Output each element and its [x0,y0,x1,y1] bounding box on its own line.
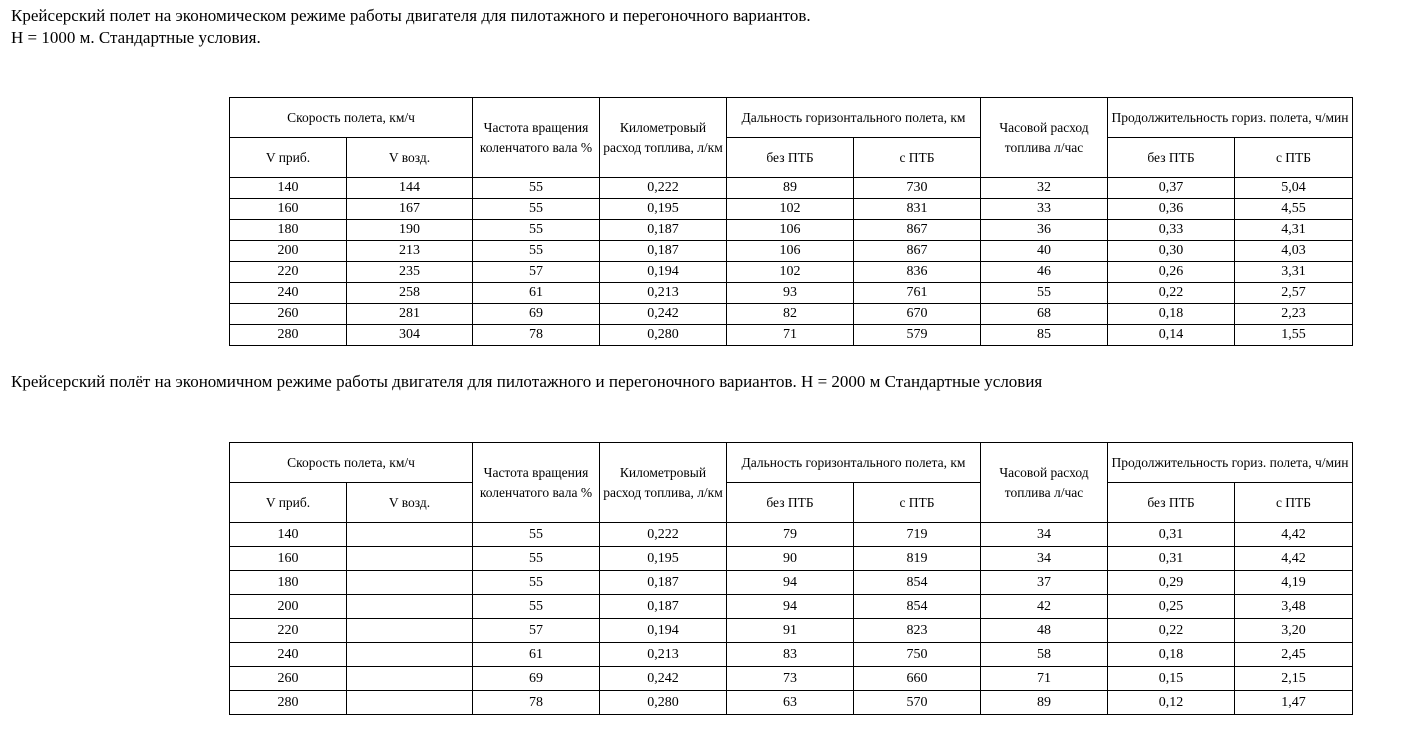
cell-range-no-tank: 63 [727,691,854,715]
header-range-tank: с ПТБ [854,483,981,523]
cell-range-no-tank: 106 [727,220,854,241]
cell-range-no-tank: 82 [727,304,854,325]
cell-endurance-tank: 5,04 [1235,178,1353,199]
cell-endurance-tank: 2,23 [1235,304,1353,325]
cell-endurance-no-tank: 0,18 [1108,643,1235,667]
cell-hourly-fuel: 46 [981,262,1108,283]
cell-endurance-tank: 2,45 [1235,643,1353,667]
cell-v-air: 190 [347,220,473,241]
cell-range-no-tank: 94 [727,571,854,595]
cell-rpm: 55 [473,220,600,241]
header-rpm: Частота вращения коленчатого вала % [473,98,600,178]
table-1-body [230,178,1353,346]
cell-hourly-fuel: 37 [981,571,1108,595]
cell-endurance-tank: 4,03 [1235,241,1353,262]
section-2-heading [11,371,1042,393]
cell-v-air [347,643,473,667]
cell-endurance-tank: 4,42 [1235,547,1353,571]
cell-endurance-tank: 4,19 [1235,571,1353,595]
section-1-title-line-1: Крейсерский полет на экономическом режиме работы двигателя для пилотажного и перегоночного вариантов. [11,6,811,25]
cell-endurance-no-tank: 0,30 [1108,241,1235,262]
header-km-fuel: Километровый расход топлива, л/км [600,443,727,523]
header-range: Дальность горизонтального полета, км [727,443,981,483]
table-row [230,643,1353,667]
cell-range-tank: 867 [854,241,981,262]
cell-v-air: 167 [347,199,473,220]
cell-hourly-fuel: 58 [981,643,1108,667]
cell-endurance-tank: 3,31 [1235,262,1353,283]
cell-range-no-tank: 102 [727,199,854,220]
cell-range-tank: 670 [854,304,981,325]
cell-km-fuel: 0,195 [600,199,727,220]
cell-endurance-no-tank: 0,31 [1108,523,1235,547]
table-row [230,571,1353,595]
cell-v-indicated: 140 [230,178,347,199]
cell-range-tank: 867 [854,220,981,241]
cell-km-fuel: 0,213 [600,643,727,667]
cell-range-no-tank: 90 [727,547,854,571]
cell-v-indicated: 260 [230,667,347,691]
table-row [230,199,1353,220]
cell-rpm: 61 [473,283,600,304]
cell-v-air [347,547,473,571]
cell-km-fuel: 0,222 [600,523,727,547]
cell-endurance-tank: 4,55 [1235,199,1353,220]
cell-rpm: 69 [473,667,600,691]
cell-range-no-tank: 91 [727,619,854,643]
cell-hourly-fuel: 34 [981,547,1108,571]
cell-v-air [347,619,473,643]
cell-rpm: 55 [473,547,600,571]
cell-v-indicated: 280 [230,691,347,715]
header-v-indicated: V приб. [230,138,347,178]
cell-v-indicated: 240 [230,643,347,667]
cell-v-air: 258 [347,283,473,304]
cell-endurance-no-tank: 0,26 [1108,262,1235,283]
cell-v-indicated: 280 [230,325,347,346]
cell-range-tank: 854 [854,571,981,595]
cell-v-indicated: 180 [230,220,347,241]
cell-endurance-no-tank: 0,18 [1108,304,1235,325]
cell-range-tank: 836 [854,262,981,283]
section-1-heading [11,5,811,49]
cell-range-tank: 831 [854,199,981,220]
cell-range-tank: 730 [854,178,981,199]
cell-km-fuel: 0,187 [600,241,727,262]
header-endurance-no-tank: без ПТБ [1108,483,1235,523]
cell-range-tank: 761 [854,283,981,304]
header-hourly-fuel: Часовой расход топлива л/час [981,443,1108,523]
cell-v-air: 235 [347,262,473,283]
cell-rpm: 55 [473,241,600,262]
cell-hourly-fuel: 33 [981,199,1108,220]
header-rpm: Частота вращения коленчатого вала % [473,443,600,523]
header-speed: Скорость полета, км/ч [230,443,473,483]
table-row [230,262,1353,283]
table-row [230,667,1353,691]
cell-km-fuel: 0,187 [600,220,727,241]
header-hourly-fuel: Часовой расход топлива л/час [981,98,1108,178]
table-row [230,547,1353,571]
cell-v-air [347,691,473,715]
cell-rpm: 55 [473,595,600,619]
cell-hourly-fuel: 85 [981,325,1108,346]
cell-range-no-tank: 83 [727,643,854,667]
table-row [230,619,1353,643]
cell-rpm: 55 [473,199,600,220]
cell-v-indicated: 200 [230,595,347,619]
cell-v-air [347,571,473,595]
cell-range-no-tank: 102 [727,262,854,283]
header-v-indicated: V приб. [230,483,347,523]
cell-endurance-tank: 4,42 [1235,523,1353,547]
cell-range-tank: 823 [854,619,981,643]
cell-range-tank: 750 [854,643,981,667]
cell-endurance-tank: 2,15 [1235,667,1353,691]
cell-v-indicated: 260 [230,304,347,325]
header-endurance-tank: с ПТБ [1235,138,1353,178]
cell-range-tank: 854 [854,595,981,619]
table-row [230,304,1353,325]
cell-v-air [347,523,473,547]
section-1-title-line-2: Н = 1000 м. Стандартные условия. [11,28,261,47]
cell-km-fuel: 0,242 [600,667,727,691]
cell-km-fuel: 0,195 [600,547,727,571]
cell-v-air [347,667,473,691]
cell-hourly-fuel: 34 [981,523,1108,547]
table-row [230,241,1353,262]
cell-km-fuel: 0,242 [600,304,727,325]
cell-range-tank: 579 [854,325,981,346]
table-row [230,691,1353,715]
cell-v-air [347,595,473,619]
header-range-no-tank: без ПТБ [727,138,854,178]
cell-endurance-tank: 3,48 [1235,595,1353,619]
cell-km-fuel: 0,222 [600,178,727,199]
cell-endurance-no-tank: 0,31 [1108,547,1235,571]
cell-range-tank: 819 [854,547,981,571]
cell-hourly-fuel: 55 [981,283,1108,304]
header-endurance: Продолжительность гориз. полета, ч/мин [1108,98,1353,138]
cell-hourly-fuel: 40 [981,241,1108,262]
cell-range-no-tank: 73 [727,667,854,691]
cell-v-indicated: 160 [230,547,347,571]
cell-range-no-tank: 94 [727,595,854,619]
cell-km-fuel: 0,187 [600,571,727,595]
cell-endurance-tank: 3,20 [1235,619,1353,643]
cell-hourly-fuel: 71 [981,667,1108,691]
cell-endurance-tank: 4,31 [1235,220,1353,241]
header-endurance-tank: с ПТБ [1235,483,1353,523]
cell-hourly-fuel: 32 [981,178,1108,199]
cell-rpm: 78 [473,691,600,715]
cell-v-indicated: 200 [230,241,347,262]
cell-range-no-tank: 71 [727,325,854,346]
cell-endurance-no-tank: 0,14 [1108,325,1235,346]
cell-range-tank: 570 [854,691,981,715]
cell-v-indicated: 240 [230,283,347,304]
cell-endurance-no-tank: 0,37 [1108,178,1235,199]
cell-endurance-no-tank: 0,22 [1108,619,1235,643]
table-row [230,523,1353,547]
table-row [230,595,1353,619]
header-range-tank: с ПТБ [854,138,981,178]
cell-v-indicated: 220 [230,262,347,283]
cell-hourly-fuel: 48 [981,619,1108,643]
header-km-fuel: Километровый расход топлива, л/км [600,98,727,178]
cell-range-no-tank: 79 [727,523,854,547]
cell-endurance-no-tank: 0,25 [1108,595,1235,619]
cruise-table-1000m [229,97,1353,346]
header-endurance: Продолжительность гориз. полета, ч/мин [1108,443,1353,483]
cell-rpm: 55 [473,523,600,547]
header-speed: Скорость полета, км/ч [230,98,473,138]
cell-range-no-tank: 106 [727,241,854,262]
table-row [230,325,1353,346]
header-range-no-tank: без ПТБ [727,483,854,523]
cell-hourly-fuel: 68 [981,304,1108,325]
cell-endurance-no-tank: 0,36 [1108,199,1235,220]
cell-rpm: 78 [473,325,600,346]
cell-hourly-fuel: 36 [981,220,1108,241]
cell-rpm: 57 [473,262,600,283]
cell-v-air: 281 [347,304,473,325]
cell-endurance-tank: 2,57 [1235,283,1353,304]
cell-rpm: 55 [473,571,600,595]
table-row [230,178,1353,199]
cell-endurance-no-tank: 0,33 [1108,220,1235,241]
header-v-air: V возд. [347,138,473,178]
cell-km-fuel: 0,213 [600,283,727,304]
table-row [230,283,1353,304]
cell-rpm: 55 [473,178,600,199]
cell-range-no-tank: 93 [727,283,854,304]
cell-range-tank: 719 [854,523,981,547]
table-2-body [230,523,1353,715]
section-2-title: Крейсерский полёт на экономичном режиме работы двигателя для пилотажного и перегоночного вариантов. Н = 2000 м Стандартные условия [11,372,1043,391]
cell-hourly-fuel: 89 [981,691,1108,715]
cell-endurance-no-tank: 0,22 [1108,283,1235,304]
cell-rpm: 61 [473,643,600,667]
cell-km-fuel: 0,280 [600,691,727,715]
cell-range-tank: 660 [854,667,981,691]
header-v-air: V возд. [347,483,473,523]
header-range: Дальность горизонтального полета, км [727,98,981,138]
cell-range-no-tank: 89 [727,178,854,199]
cell-km-fuel: 0,187 [600,595,727,619]
cruise-table-2000m [229,442,1353,715]
cell-rpm: 69 [473,304,600,325]
cell-v-air: 144 [347,178,473,199]
cell-km-fuel: 0,194 [600,262,727,283]
cell-v-indicated: 180 [230,571,347,595]
cell-endurance-no-tank: 0,12 [1108,691,1235,715]
cell-v-air: 304 [347,325,473,346]
cell-v-air: 213 [347,241,473,262]
cell-km-fuel: 0,194 [600,619,727,643]
table-row [230,220,1353,241]
cell-v-indicated: 220 [230,619,347,643]
cell-endurance-tank: 1,47 [1235,691,1353,715]
cell-km-fuel: 0,280 [600,325,727,346]
cell-v-indicated: 160 [230,199,347,220]
header-endurance-no-tank: без ПТБ [1108,138,1235,178]
cell-endurance-no-tank: 0,15 [1108,667,1235,691]
cell-endurance-tank: 1,55 [1235,325,1353,346]
cell-rpm: 57 [473,619,600,643]
cell-hourly-fuel: 42 [981,595,1108,619]
cell-endurance-no-tank: 0,29 [1108,571,1235,595]
cell-v-indicated: 140 [230,523,347,547]
